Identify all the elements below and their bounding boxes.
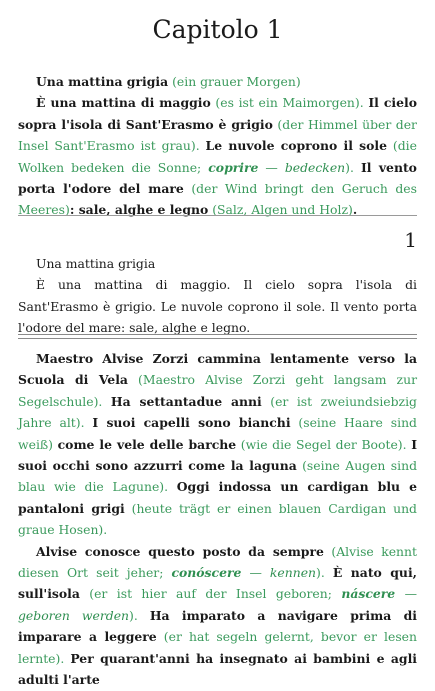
double-divider	[18, 334, 417, 339]
sentence-italian: Il cielo sopra l'isola di Sant'Erasmo è grigio	[18, 95, 417, 132]
page-number: 1	[404, 228, 417, 252]
sentence-italian: Ha settantadue anni	[110, 393, 262, 409]
sentence-german: (er ist hier auf der Insel geboren; náscere — geboren werden).	[18, 586, 417, 623]
paragraph: È una mattina di maggio (es ist ein Maimorgen). Il cielo sopra l'isola di Sant'Erasmo è grigio (der Himmel über der Insel Sant'Erasmo ist grau). Le nuvole coprono il sole (die Wolken bedeken die Sonne; coprire — bedecken). Il vento porta l'odore del mare (der Wind bringt den Geruch des Meeres): sale, alghe e legno (Salz, Algen und Holz).	[18, 95, 417, 218]
sentence-italian: Le nuvole coprono il sole	[205, 138, 388, 154]
sentence-german: (heute trägt er einen blauen Cardigan und graue Hosen).	[18, 500, 417, 538]
sentence-italian: come le vele delle barche	[57, 436, 237, 452]
sentence-german: (er ist zweiundsiebzig Jahre alt).	[18, 393, 417, 431]
sentence-german: (er hat segeln gelernt, bevor er lesen lernte).	[18, 629, 417, 666]
sentence-german: (der Himmel über der Insel Sant'Erasmo ist grau).	[18, 116, 417, 154]
sentence-german: (es ist ein Maimorgen).	[215, 95, 364, 111]
sentence-german: (Maestro Alvise Zorzi geht langsam zur Segelschule).	[18, 372, 417, 409]
sentence-italian: I suoi occhi sono azzurri come la laguna	[18, 436, 417, 474]
sentence-german: (seine Haare sind weiß)	[18, 415, 417, 452]
sentence-german: (seine Augen sind blau wie die Lagune).	[18, 458, 417, 495]
sentence-german: (Alvise kennt diesen Ort seit jeher; conóscere — kennen).	[18, 543, 417, 581]
paragraph: È una mattina di maggio. Il cielo sopra l'isola di Sant'Erasmo è grigio. Le nuvole coprono il sole. Il vento porta l'odore del mare: sale, alghe e legno.	[18, 277, 417, 336]
vocab-italian: conóscere	[171, 565, 242, 581]
sentence-italian: Il vento porta l'odore del mare	[18, 159, 417, 197]
sentence-italian: I suoi capelli sono bianchi	[92, 415, 291, 431]
vocab-italian: náscere	[341, 586, 396, 602]
heading-italian: Una mattina grigia	[36, 74, 169, 89]
vocab-german: kennen	[269, 565, 317, 581]
sentence-italian: : sale, alghe e legno	[69, 202, 209, 218]
vocab-german: bedecken	[284, 159, 346, 175]
section-heading: Una mattina grigia	[36, 256, 156, 271]
sentence-italian: Maestro Alvise Zorzi cammina lentamente verso la Scuola di Vela	[18, 351, 417, 388]
sentence-german: (die Wolken bedeken die Sonne; coprire — bedecken).	[18, 138, 417, 175]
sentence-italian: Alvise conosce questo posto da sempre	[36, 543, 324, 559]
sentence-italian: Ha imparato a navigare prima di imparare a leggere	[18, 607, 418, 645]
chapter-title: Capitolo 1	[152, 15, 283, 44]
vocab-italian: coprire	[208, 159, 259, 175]
heading-german: (ein grauer Morgen)	[172, 74, 301, 89]
section-heading	[18, 71, 417, 92]
paragraph	[18, 541, 417, 691]
sentence-italian: Per quarant'anni ha insegnato ai bambini e agli adulti l'arte	[18, 650, 417, 688]
sentence-italian: Oggi indossa un cardigan blu e pantaloni grigi	[18, 479, 417, 516]
vocab-german: geboren werden	[18, 607, 130, 623]
bilingual-section-1	[18, 71, 417, 221]
sentence-german: (Salz, Algen und Holz)	[212, 202, 353, 218]
sentence-german: (der Wind bringt den Geruch des Meeres)	[18, 181, 417, 218]
paragraph	[18, 348, 417, 541]
section-divider	[18, 215, 417, 216]
sentence-italian: È una mattina di maggio	[36, 95, 211, 111]
italian-section	[18, 253, 417, 339]
bilingual-section-2	[18, 348, 417, 691]
sentence-german: (wie die Segel der Boote).	[240, 436, 407, 452]
sentence-italian: È nato qui, sull'isola	[18, 565, 417, 602]
